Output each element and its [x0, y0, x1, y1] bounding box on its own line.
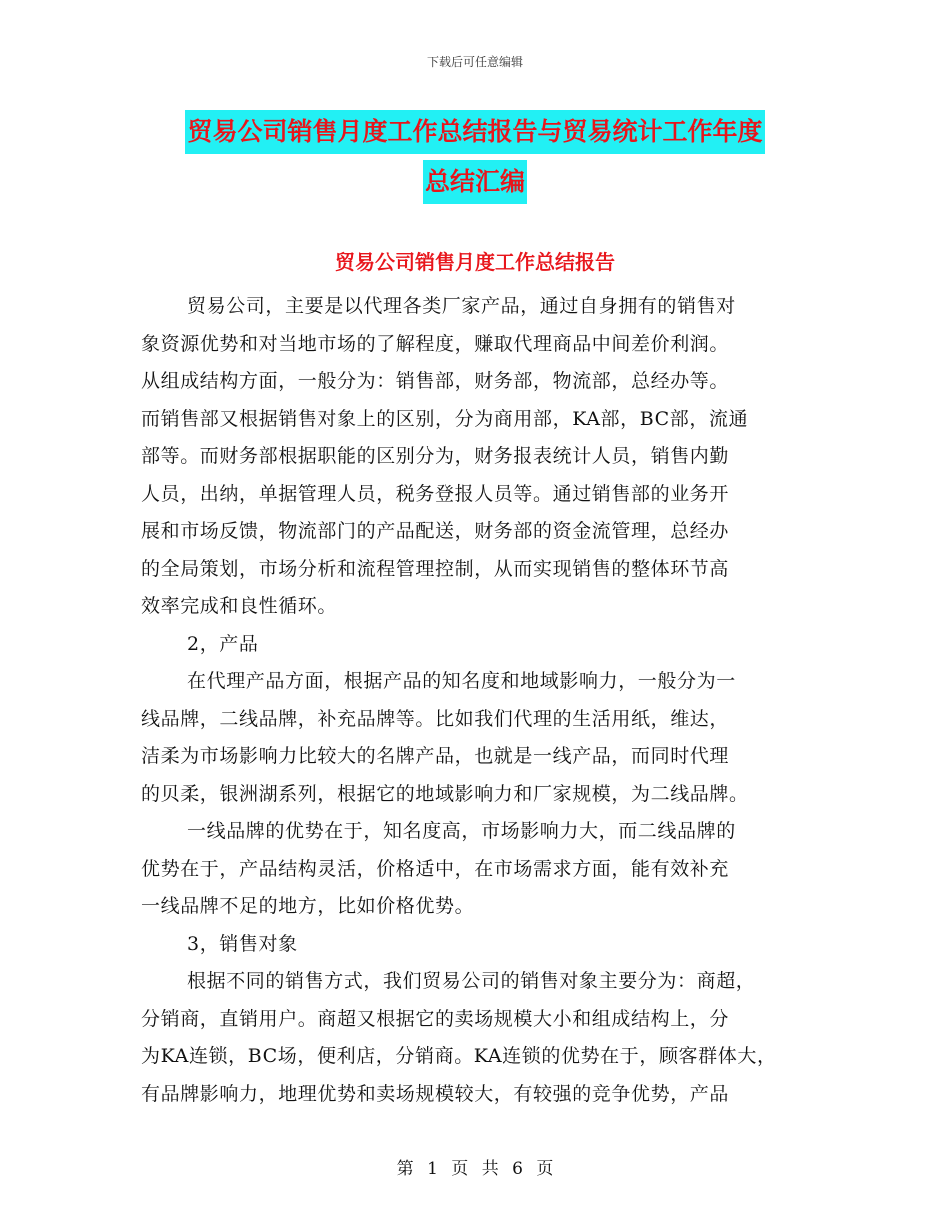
document-title [0, 110, 950, 204]
paragraph-line: 贸易公司，主要是以代理各类厂家产品，通过自身拥有的销售对 [187, 295, 736, 317]
title-line-2: 总结汇编 [423, 160, 527, 204]
paragraph-line: 优势在于，产品结构灵活，价格适中，在市场需求方面，能有效补充 [141, 857, 730, 880]
paragraph-line: 而销售部又根据销售对象上的区别，分为商用部，KA部，BC部，流通 [141, 407, 749, 430]
paragraph-line: 一线品牌不足的地方，比如价格优势。 [141, 895, 475, 917]
paragraph-line: 一线品牌的优势在于，知名度高，市场影响力大，而二线品牌的 [187, 820, 736, 842]
section-heading: 2，产品 [187, 632, 259, 655]
paragraph-line: 部等。而财务部根据职能的区别分为，财务报表统计人员，销售内勤 [141, 445, 730, 467]
paragraph-line: 象资源优势和对当地市场的了解程度，赚取代理商品中间差价利润。 [141, 332, 730, 355]
paragraph-line: 效率完成和良性循环。 [141, 595, 338, 617]
title-line-1: 贸易公司销售月度工作总结报告与贸易统计工作年度 [185, 110, 764, 154]
paragraph-line: 的贝柔，银洲湖系列，根据它的地域影响力和厂家规模，为二线品牌。 [141, 782, 749, 805]
paragraph-line: 从组成结构方面，一般分为：销售部，财务部，物流部，总经办等。 [141, 370, 730, 392]
paragraph-line: 人员，出纳，单据管理人员，税务登报人员等。通过销售部的业务开 [141, 482, 730, 505]
paragraph-line: 为KA连锁，BC场，便利店，分销商。KA连锁的优势在于，顾客群体大， [141, 1045, 777, 1067]
section-heading: 3，销售对象 [187, 932, 298, 955]
paragraph-line: 在代理产品方面，根据产品的知名度和地域影响力，一般分为一 [187, 670, 736, 692]
paragraph-line: 洁柔为市场影响力比较大的名牌产品，也就是一线产品，而同时代理 [141, 745, 730, 767]
body-text [141, 288, 811, 1113]
page-footer: 第 1 页 共 6 页 [396, 1159, 554, 1179]
section-subtitle: 贸易公司销售月度工作总结报告 [335, 250, 615, 274]
paragraph-line: 线品牌，二线品牌，补充品牌等。比如我们代理的生活用纸，维达， [141, 707, 730, 730]
paragraph-line: 分销商，直销用户。商超又根据它的卖场规模大小和组成结构上，分 [141, 1007, 730, 1030]
paragraph-line: 根据不同的销售方式，我们贸易公司的销售对象主要分为：商超， [187, 970, 756, 992]
paragraph-line: 有品牌影响力，地理优势和卖场规模较大，有较强的竞争优势，产品 [141, 1082, 730, 1105]
paragraph-line: 的全局策划，市场分析和流程管理控制，从而实现销售的整体环节高 [141, 557, 730, 580]
paragraph-line: 展和市场反馈，物流部门的产品配送，财务部的资金流管理，总经办 [141, 520, 730, 542]
header-note: 下载后可任意编辑 [426, 55, 523, 69]
